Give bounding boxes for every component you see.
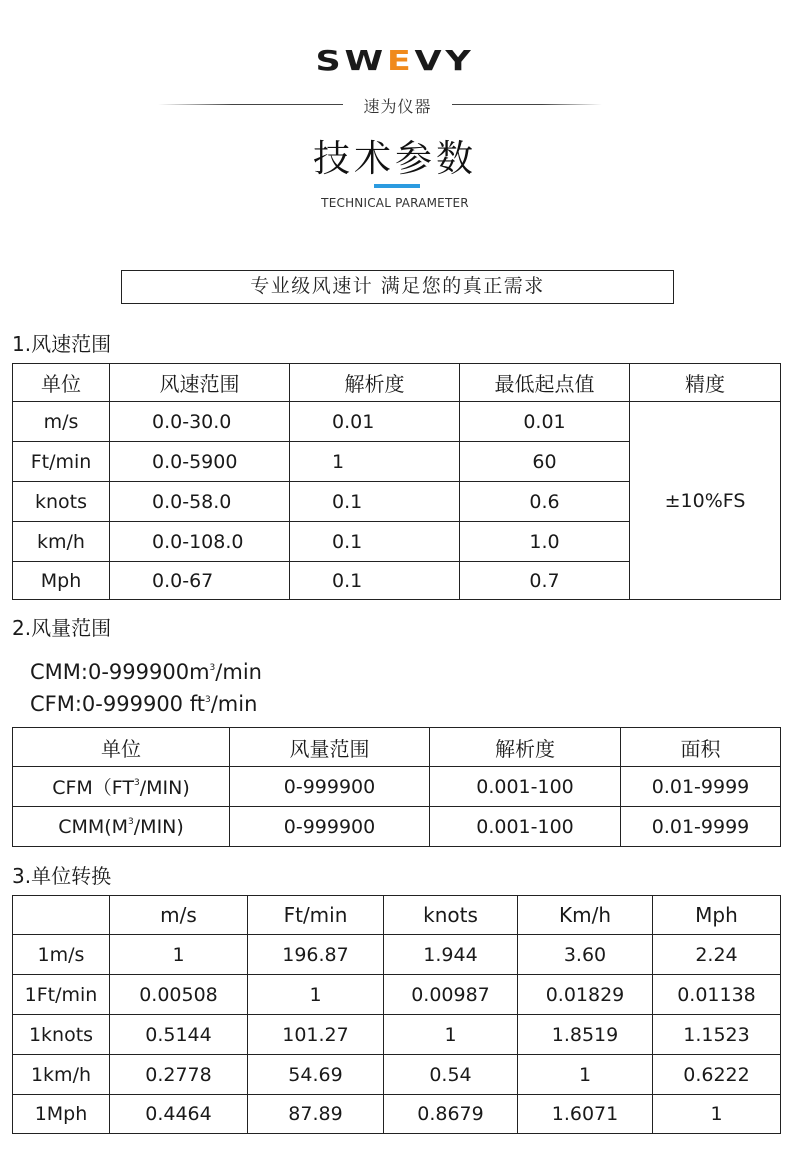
title-underline — [374, 184, 420, 188]
header-cell — [13, 896, 110, 935]
table-header-row — [13, 364, 781, 402]
value-cell: 196.87 — [248, 935, 384, 975]
subtitle-row — [0, 94, 790, 116]
value-cell: 1.8519 — [518, 1015, 653, 1055]
area-cell: 0.01-9999 — [621, 767, 781, 807]
range-cell: 0-999900 — [230, 807, 430, 847]
cube-superscript: 3 — [209, 663, 216, 673]
cmm-range-line — [30, 654, 262, 686]
value-cell: 0.2778 — [110, 1055, 248, 1095]
table-row — [13, 1015, 781, 1055]
brand-logo-prefix: SW — [315, 44, 387, 77]
unit-cell: knots — [13, 482, 110, 522]
company-subtitle: 速为仪器 — [363, 97, 432, 116]
value-cell: 1.1523 — [653, 1015, 781, 1055]
header-cell: 解析度 — [290, 364, 460, 402]
header-cell: 面积 — [621, 728, 781, 767]
unit-cell: Mph — [13, 562, 110, 600]
cmm-range-text: CMM:0-999900m — [30, 660, 210, 684]
value-cell: 2.24 — [653, 935, 781, 975]
header-cell: 精度 — [630, 364, 781, 402]
header-cell: Mph — [653, 896, 781, 935]
unit-suffix: /MIN) — [133, 815, 184, 838]
resolution-cell: 0.1 — [290, 522, 460, 562]
header-cell: 风速范围 — [110, 364, 290, 402]
page-title-en: TECHNICAL PARAMETER — [321, 196, 469, 210]
row-label-cell: 1Ft/min — [13, 975, 110, 1015]
resolution-cell: 0.001-100 — [430, 767, 621, 807]
unit-cell: m/s — [13, 402, 110, 442]
unit-text: CMM(M — [58, 815, 129, 838]
wind-speed-table — [12, 363, 781, 600]
air-volume-table — [12, 727, 781, 847]
range-cell: 0-999900 — [230, 767, 430, 807]
header-cell: 单位 — [13, 728, 230, 767]
value-cell: 0.6222 — [653, 1055, 781, 1095]
air-volume-summary — [30, 654, 262, 718]
cfm-range-line — [30, 686, 262, 718]
start-value-cell: 60 — [460, 442, 630, 482]
value-cell: 1 — [384, 1015, 518, 1055]
unit-cell: km/h — [13, 522, 110, 562]
table-row — [13, 1095, 781, 1134]
value-cell: 101.27 — [248, 1015, 384, 1055]
cube-superscript: 3 — [204, 695, 211, 705]
subtitle-divider-left — [158, 104, 343, 105]
range-cell: 0.0-30.0 — [110, 402, 290, 442]
value-cell: 0.01829 — [518, 975, 653, 1015]
subtitle-divider-right — [452, 104, 602, 105]
header-cell: Km/h — [518, 896, 653, 935]
section-title-air-volume: 2.风量范围 — [12, 616, 112, 640]
resolution-cell: 0.1 — [290, 482, 460, 522]
table-header-row — [13, 896, 781, 935]
table-header-row — [13, 728, 781, 767]
header-cell: 解析度 — [430, 728, 621, 767]
value-cell: 1 — [110, 935, 248, 975]
page-title: 技术参数 — [313, 137, 477, 180]
value-cell: 1.6071 — [518, 1095, 653, 1134]
value-cell: 54.69 — [248, 1055, 384, 1095]
resolution-cell: 1 — [290, 442, 460, 482]
value-cell: 1 — [653, 1095, 781, 1134]
header-cell: Ft/min — [248, 896, 384, 935]
slogan-box: 专业级风速计 满足您的真正需求 — [121, 270, 674, 304]
start-value-cell: 0.01 — [460, 402, 630, 442]
resolution-cell: 0.001-100 — [430, 807, 621, 847]
table-row — [13, 767, 781, 807]
value-cell: 1.944 — [384, 935, 518, 975]
resolution-cell: 0.1 — [290, 562, 460, 600]
header-cell: 最低起点值 — [460, 364, 630, 402]
unit-cell — [13, 767, 230, 807]
accuracy-cell: ±10%FS — [630, 402, 781, 600]
row-label-cell: 1m/s — [13, 935, 110, 975]
range-cell: 0.0-5900 — [110, 442, 290, 482]
range-cell: 0.0-58.0 — [110, 482, 290, 522]
brand-logo-suffix: VY — [414, 44, 475, 77]
header-cell: 风量范围 — [230, 728, 430, 767]
row-label-cell: 1knots — [13, 1015, 110, 1055]
table-row — [13, 975, 781, 1015]
unit-cell: Ft/min — [13, 442, 110, 482]
value-cell: 1 — [518, 1055, 653, 1095]
table-row — [13, 402, 781, 442]
brand-logo — [0, 44, 790, 77]
table-row — [13, 1055, 781, 1095]
section-title-wind-speed: 1.风速范围 — [12, 332, 112, 356]
value-cell: 0.4464 — [110, 1095, 248, 1134]
range-cell: 0.0-67 — [110, 562, 290, 600]
start-value-cell: 1.0 — [460, 522, 630, 562]
cfm-range-unit: /min — [210, 692, 258, 716]
resolution-cell: 0.01 — [290, 402, 460, 442]
row-label-cell: 1km/h — [13, 1055, 110, 1095]
cube-superscript: 3 — [128, 816, 134, 827]
value-cell: 0.5144 — [110, 1015, 248, 1055]
value-cell: 0.00987 — [384, 975, 518, 1015]
row-label-cell: 1Mph — [13, 1095, 110, 1134]
header-cell: knots — [384, 896, 518, 935]
value-cell: 87.89 — [248, 1095, 384, 1134]
area-cell: 0.01-9999 — [621, 807, 781, 847]
value-cell: 0.00508 — [110, 975, 248, 1015]
cfm-range-text: CFM:0-999900 ft — [30, 692, 205, 716]
cmm-range-unit: /min — [215, 660, 262, 684]
start-value-cell: 0.7 — [460, 562, 630, 600]
value-cell: 0.8679 — [384, 1095, 518, 1134]
unit-conversion-table — [12, 895, 781, 1134]
cube-superscript: 3 — [134, 778, 140, 788]
header-cell: m/s — [110, 896, 248, 935]
value-cell: 0.01138 — [653, 975, 781, 1015]
unit-text: CFM（FT — [52, 777, 135, 799]
section-title-unit-conversion: 3.单位转换 — [12, 864, 112, 888]
value-cell: 1 — [248, 975, 384, 1015]
header-cell: 单位 — [13, 364, 110, 402]
start-value-cell: 0.6 — [460, 482, 630, 522]
table-row — [13, 935, 781, 975]
range-cell: 0.0-108.0 — [110, 522, 290, 562]
unit-cell — [13, 807, 230, 847]
unit-suffix: /MIN) — [139, 777, 190, 799]
table-row — [13, 807, 781, 847]
value-cell: 3.60 — [518, 935, 653, 975]
value-cell: 0.54 — [384, 1055, 518, 1095]
brand-logo-accent: E — [386, 44, 415, 77]
